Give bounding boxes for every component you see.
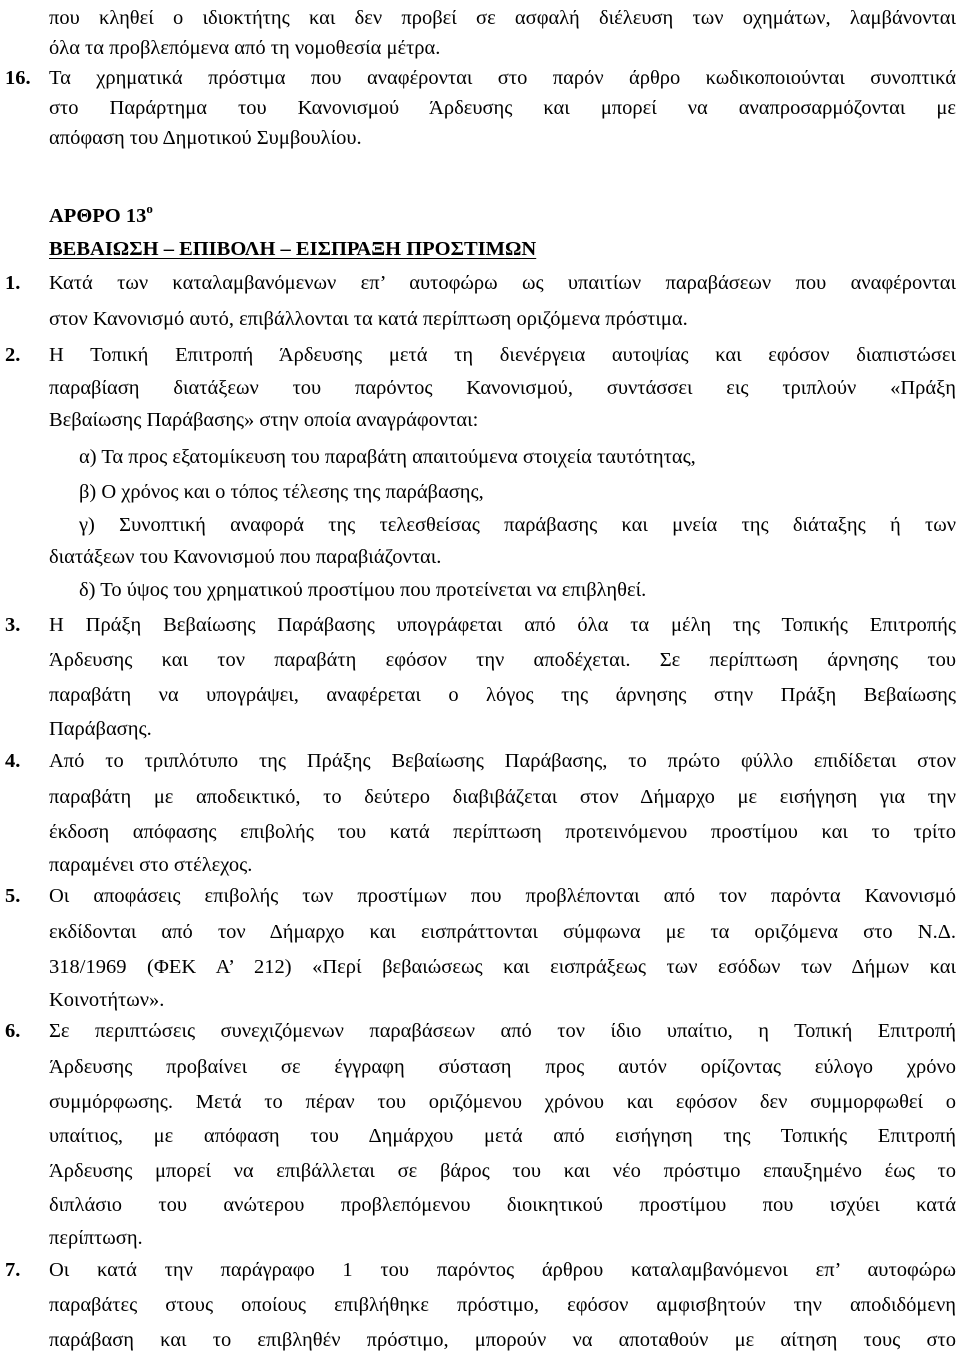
article-title-text: ΑΡΘΡΟ 13: [49, 205, 147, 227]
item-7-number: 7.: [5, 1259, 21, 1281]
item-3-line-3: παραβάτη να υπογράψει, αναφέρεται ο λόγος της άρνησης στην Πράξη Βεβαίωσης: [49, 684, 956, 706]
item-2-line-b: β) Ο χρόνος και ο τόπος τέλεσης της παράβασης,: [79, 481, 484, 503]
item-6-line-2: Άρδευσης προβαίνει σε έγγραφη σύσταση προς αυτόν ορίζοντας εύλογο χρόνο: [49, 1056, 956, 1078]
item-3-line-2: Άρδευσης και τον παραβάτη εφόσον την αποδέχεται. Σε περίπτωση άρνησης του: [49, 649, 956, 671]
item-6-line-5: Άρδευσης μπορεί να επιβάλλεται σε βάρος του και νέο πρόστιμο επαυξημένο έως το: [49, 1160, 956, 1182]
item-3-number: 3.: [5, 614, 21, 636]
item-2-number: 2.: [5, 344, 21, 366]
intro-line-2: όλα τα προβλεπόμενα από τη νομοθεσία μέτρα.: [49, 37, 441, 59]
item-5-line-3: 318/1969 (ΦΕΚ Α’ 212) «Περί βεβαιώσεως και εισπράξεως των εσόδων των Δήμων και: [49, 956, 956, 978]
item-2-line-2: παραβίαση διατάξεων του παρόντος Κανονισμού, συντάσσει εις τριπλούν «Πράξη: [49, 377, 956, 399]
item-5-line-2: εκδίδονται από τον Δήμαρχο και εισπράττονται σύμφωνα με τα οριζόμενα στο Ν.Δ.: [49, 921, 956, 943]
intro-line-1: που κληθεί ο ιδιοκτήτης και δεν προβεί σε ασφαλή διέλευση των οχημάτων, λαμβάνονται: [49, 7, 956, 29]
item-2-line-d: δ) Το ύψος του χρηματικού προστίμου που προτείνεται να επιβληθεί.: [79, 579, 647, 601]
article-title: [49, 201, 153, 231]
item-4-line-2: παραβάτη με αποδεικτικό, το δεύτερο διαβιβάζεται στον Δήμαρχο με εισήγηση για την: [49, 786, 956, 808]
item-7-line-3: παράβαση και το επιβληθέν πρόστιμο, μπορούν να αποταθούν με αίτηση τους στο: [49, 1329, 956, 1351]
item-4-line-3: έκδοση απόφασης επιβολής του κατά περίπτωση προτεινόμενου προστίμου και το τρίτο: [49, 821, 956, 843]
item-3-line-1: Η Πράξη Βεβαίωσης Παράβασης υπογράφεται από όλα τα μέλη της Τοπικής Επιτροπής: [49, 614, 956, 636]
item-1-line-2: στον Κανονισμό αυτό, επιβάλλονται τα κατά περίπτωση οριζόμενα πρόστιμα.: [49, 308, 688, 330]
item-7-line-1: Οι κατά την παράγραφο 1 του παρόντος άρθρου καταλαμβανόμενοι επ’ αυτοφώρω: [49, 1259, 956, 1281]
item-16-line-3: απόφαση του Δημοτικού Συμβουλίου.: [49, 127, 362, 149]
item-2-line-a: α) Τα προς εξατομίκευση του παραβάτη απαιτούμενα στοιχεία ταυτότητας,: [79, 446, 696, 468]
article-title-superscript: ο: [146, 201, 153, 216]
item-1-number: 1.: [5, 272, 21, 294]
item-16-number: 16.: [5, 67, 31, 89]
item-5-line-1: Οι αποφάσεις επιβολής των προστίμων που προβλέπονται από τον παρόντα Κανονισμό: [49, 885, 956, 907]
item-6-line-6: διπλάσιο του ανώτερου προβλεπόμενου διοικητικού προστίμου που ισχύει κατά: [49, 1194, 956, 1216]
item-2-line-3: Βεβαίωσης Παράβασης» στην οποία αναγράφονται:: [49, 409, 479, 431]
item-6-line-1: Σε περιπτώσεις συνεχιζόμενων παραβάσεων από τον ίδιο υπαίτιο, η Τοπική Επιτροπή: [49, 1020, 956, 1042]
item-16-line-2: στο Παράρτημα του Κανονισμού Άρδευσης και μπορεί να αναπροσαρμόζονται με: [49, 97, 956, 119]
item-7-line-2: παραβάτες στους οποίους επιβλήθηκε πρόστιμο, εφόσον αμφισβητούν την αποδιδόμενη: [49, 1294, 956, 1316]
item-6-number: 6.: [5, 1020, 21, 1042]
item-2-line-c: γ) Συνοπτική αναφορά της τελεσθείσας παράβασης και μνεία της διάταξης ή των: [79, 514, 956, 536]
article-subtitle: ΒΕΒΑΙΩΣΗ – ΕΠΙΒΟΛΗ – ΕΙΣΠΡΑΞΗ ΠΡΟΣΤΙΜΩΝ: [49, 238, 537, 260]
item-4-line-4: παραμένει στο στέλεχος.: [49, 854, 253, 876]
item-16-line-1: Τα χρηματικά πρόστιμα που αναφέρονται στο παρόν άρθρο κωδικοποιούνται συνοπτικά: [49, 67, 956, 89]
item-5-line-4: Κοινοτήτων».: [49, 989, 165, 1011]
item-3-line-4: Παράβασης.: [49, 718, 152, 740]
item-1-line-1: Κατά των καταλαμβανόμενων επ’ αυτοφώρω ως υπαιτίων παραβάσεων που αναφέρονται: [49, 272, 956, 294]
item-5-number: 5.: [5, 885, 21, 907]
item-2-line-c-cont: διατάξεων του Κανονισμού που παραβιάζονται.: [49, 546, 442, 568]
item-6-line-3: συμμόρφωσης. Μετά το πέραν του οριζόμενου χρόνου και εφόσον δεν συμμορφωθεί ο: [49, 1091, 956, 1113]
item-4-number: 4.: [5, 750, 21, 772]
item-4-line-1: Από το τριπλότυπο της Πράξης Βεβαίωσης Παράβασης, το πρώτο φύλλο επιδίδεται στον: [49, 750, 956, 772]
item-2-line-1: Η Τοπική Επιτροπή Άρδευσης μετά τη διενέργεια αυτοψίας και εφόσον διαπιστώσει: [49, 344, 956, 366]
item-6-line-7: περίπτωση.: [49, 1227, 143, 1249]
item-6-line-4: υπαίτιος, με απόφαση του Δημάρχου μετά από εισήγηση της Τοπικής Επιτροπή: [49, 1125, 956, 1147]
